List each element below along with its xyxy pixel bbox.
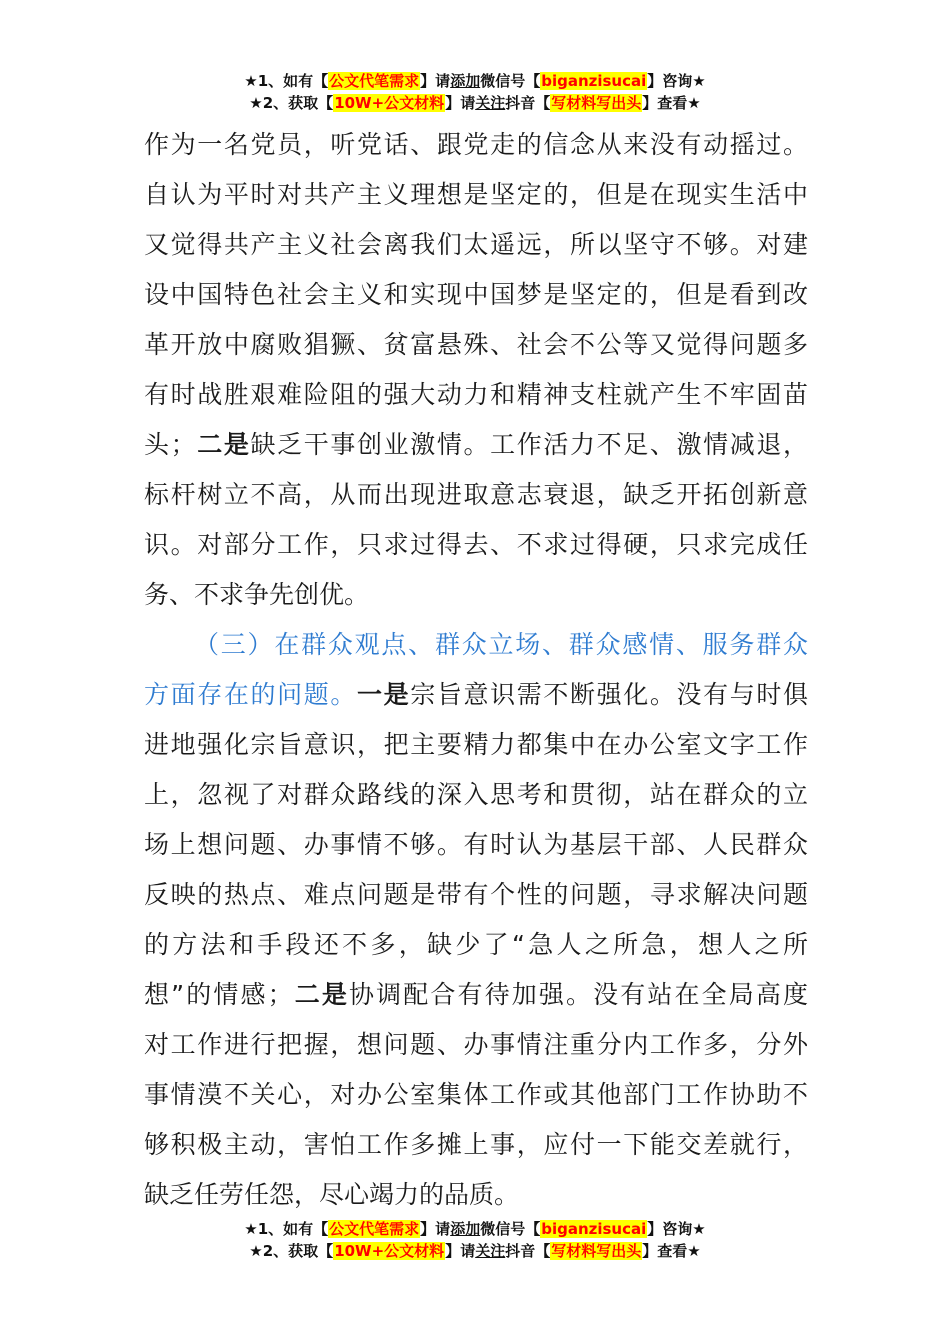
body-line: 作为一名党员，听党话、跟党走的信念从来没有动摇过。 xyxy=(144,130,808,159)
body-line: 进地强化宗旨意识，把主要精力都集中在办公室文字工作 xyxy=(144,730,808,759)
footer-banner xyxy=(0,1218,950,1262)
highlight-material-label: 10W+公文材料 xyxy=(334,1242,445,1260)
banner-text: 】请 xyxy=(420,1220,451,1238)
banner-line-2 xyxy=(0,92,950,114)
banner-underlined-text: 关注 xyxy=(475,94,506,112)
banner-text: ★1、如有【 xyxy=(244,1220,329,1238)
bold-marker: 一是 xyxy=(357,680,411,709)
body-line: 反映的热点、难点问题是带有个性的问题，寻求解决问题 xyxy=(144,880,808,909)
bold-marker: 二是 xyxy=(195,430,251,459)
body-line: 场上想问题、办事情不够。有时认为基层干部、人民群众 xyxy=(144,830,808,859)
banner-text: ★2、获取【 xyxy=(249,1242,334,1260)
document-body xyxy=(144,120,808,1220)
body-line: 革开放中腐败猖獗、贫富悬殊、社会不公等又觉得问题多 xyxy=(144,330,808,359)
banner-text: 】请 xyxy=(445,94,476,112)
banner-underlined-text: 添加 xyxy=(450,72,481,90)
section-heading: （三）在群众观点、群众立场、群众感情、服务群众 xyxy=(194,630,808,659)
banner-underlined-text: 添加 xyxy=(450,1220,481,1238)
banner-text: 抖音【 xyxy=(505,1242,551,1260)
body-line: 务、不求争先创优。 xyxy=(144,580,370,609)
body-line: 对工作进行把握，想问题、办事情注重分内工作多，分外 xyxy=(144,1030,808,1059)
body-text: 宗旨意识需不断强化。没有与时俱 xyxy=(410,680,808,709)
highlight-service-label: 公文代笔需求 xyxy=(329,1220,420,1238)
body-line xyxy=(144,970,808,1020)
banner-line-1 xyxy=(0,1218,950,1240)
body-text: 头； xyxy=(144,430,196,459)
body-line: 上，忽视了对群众路线的深入思考和贯彻，站在群众的立 xyxy=(144,780,808,809)
banner-line-1 xyxy=(0,70,950,92)
highlight-material-label: 10W+公文材料 xyxy=(334,94,445,112)
body-line xyxy=(144,670,808,720)
banner-underlined-text: 关注 xyxy=(475,1242,506,1260)
banner-text: 】请 xyxy=(420,72,451,90)
highlight-wechat-id: biganzisucai xyxy=(541,72,647,90)
body-text: 缺乏干事创业激情。工作活力不足、激情减退， xyxy=(250,430,808,459)
highlight-douyin-id: 写材料写出头 xyxy=(551,1242,642,1260)
body-line: 设中国特色社会主义和实现中国梦是坚定的，但是看到改 xyxy=(144,280,808,309)
bold-marker: 二是 xyxy=(292,980,349,1009)
banner-text: 微信号【 xyxy=(480,1220,541,1238)
body-line: 标杆树立不高，从而出现进取意志衰退，缺乏开拓创新意 xyxy=(144,480,808,509)
banner-text: 】咨询★ xyxy=(647,1220,706,1238)
banner-text: 】查看★ xyxy=(642,94,701,112)
highlight-service-label: 公文代笔需求 xyxy=(329,72,420,90)
header-banner xyxy=(0,70,950,114)
banner-text: ★2、获取【 xyxy=(249,94,334,112)
body-line: 又觉得共产主义社会离我们太遥远，所以坚守不够。对建 xyxy=(144,230,808,259)
body-line: 有时战胜艰难险阻的强大动力和精神支柱就产生不牢固苗 xyxy=(144,380,808,409)
banner-text: 】请 xyxy=(445,1242,476,1260)
banner-text: 】咨询★ xyxy=(647,72,706,90)
body-line: 缺乏任劳任怨，尽心竭力的品质。 xyxy=(144,1180,520,1209)
banner-text: ★1、如有【 xyxy=(244,72,329,90)
body-line: 的方法和手段还不多，缺少了“急人之所急，想人之所 xyxy=(144,930,808,959)
banner-text: 抖音【 xyxy=(505,94,551,112)
banner-text: 微信号【 xyxy=(480,72,541,90)
highlight-douyin-id: 写材料写出头 xyxy=(551,94,642,112)
body-line: 识。对部分工作，只求过得去、不求过得硬，只求完成任 xyxy=(144,530,808,559)
highlight-wechat-id: biganzisucai xyxy=(541,1220,647,1238)
body-line: 自认为平时对共产主义理想是坚定的，但是在现实生活中 xyxy=(144,180,808,209)
body-text: 协调配合有待加强。没有站在全局高度 xyxy=(348,980,808,1009)
section-heading-tail: 方面存在的问题。 xyxy=(144,680,357,709)
body-line: 够积极主动，害怕工作多摊上事，应付一下能交差就行， xyxy=(144,1130,808,1159)
body-line xyxy=(144,420,808,470)
banner-text: 】查看★ xyxy=(642,1242,701,1260)
banner-line-2 xyxy=(0,1240,950,1262)
body-text: 想”的情感； xyxy=(144,980,293,1009)
body-line: 事情漠不关心，对办公室集体工作或其他部门工作协助不 xyxy=(144,1080,808,1109)
